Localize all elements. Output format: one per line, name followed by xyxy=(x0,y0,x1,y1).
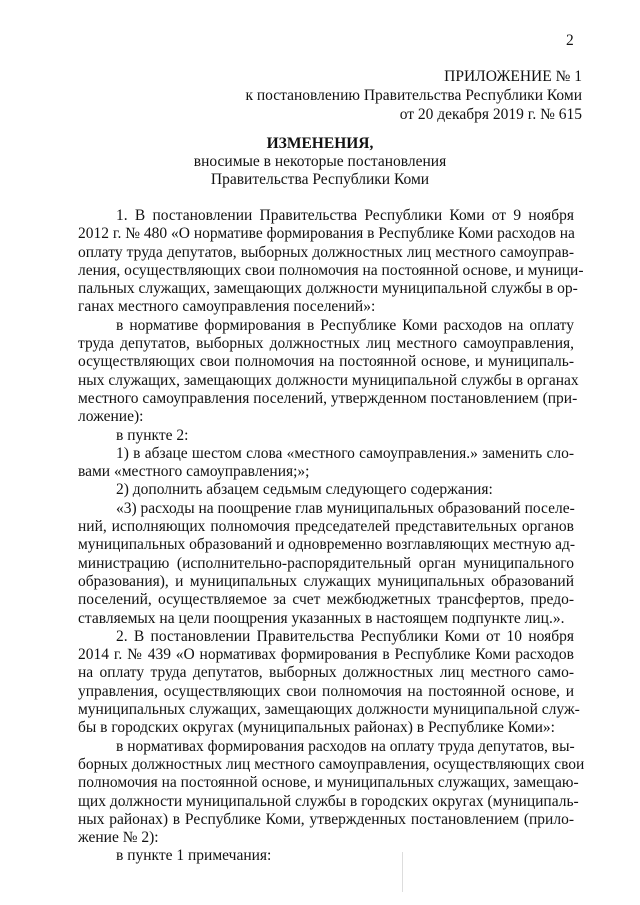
document-title: ИЗМЕНЕНИЯ, xyxy=(266,135,374,152)
body-line: вами «местного самоуправления;»; xyxy=(78,463,310,481)
body-line: ний, исполняющих полномочия председателей представительных органов xyxy=(78,518,574,536)
body-line: ложение): xyxy=(78,408,144,426)
body-line: 2012 г. № 480 «О нормативе формирования в Республике Коми расходов на xyxy=(78,225,575,243)
body-line: 2. В постановлении Правительства Республики Коми от 10 ноября xyxy=(116,627,574,645)
body-line: 2) дополнить абзацем седьмым следующего содержания: xyxy=(116,481,493,499)
body-line: оплату труда депутатов, выборных должностных лиц местного самоуправ- xyxy=(78,243,574,261)
body-line: щих должности муниципальной службы в городских округах (муниципаль- xyxy=(78,792,579,810)
body-line: ставляемых на цели поощрения указанных в настоящем подпункте лиц.». xyxy=(78,609,565,627)
body-line: в нормативах формирования расходов на оплату труда депутатов, вы- xyxy=(116,737,575,755)
document-subtitle-line-1: вносимые в некоторые постановления xyxy=(193,153,447,170)
body-line: поселений, осуществляемое за счет межбюджетных трансфертов, предо- xyxy=(78,591,574,609)
body-line: на оплату труда депутатов, выборных должностных лиц местного само- xyxy=(78,664,574,682)
body-line: в нормативе формирования в Республике Коми расходов на оплату xyxy=(116,316,574,334)
body-line: труда депутатов, выборных должностных лиц местного самоуправления, xyxy=(78,335,574,353)
body-line: образования), и муниципальных служащих муниципальных образований xyxy=(78,572,574,590)
body-line: муниципальных образований и одновременно возглавляющих местную ад- xyxy=(78,536,576,554)
appendix-date-number: от 20 декабря 2019 г. № 615 xyxy=(399,106,582,123)
appendix-header xyxy=(245,67,582,124)
body-line: ганах местного самоуправления поселений»: xyxy=(78,298,376,316)
body-line: бы в городских округах (муниципальных районах) в Республике Коми»: xyxy=(78,719,555,737)
scan-artifact-line xyxy=(402,852,403,892)
body-line: ления, осуществляющих свои полномочия на постоянной основе, и муници- xyxy=(78,261,584,279)
body-line: местного самоуправления поселений, утвержденном постановлением (при- xyxy=(78,389,578,407)
body-line: в пункте 2: xyxy=(116,426,189,444)
body-line: ных районах) в Республике Коми, утвержденных постановлением (прило- xyxy=(78,810,574,828)
body-line: муниципальных служащих, замещающих должности муниципальной служ- xyxy=(78,701,580,719)
body-line: полномочия на постоянной основе, и муниципальных служащих, замещаю- xyxy=(78,774,579,792)
document-subtitle-line-2: Правительства Республики Коми xyxy=(210,171,430,188)
page-number: 2 xyxy=(566,32,574,49)
document-heading xyxy=(0,135,640,189)
body-line: «3) расходы на поощрение глав муниципальных образований поселе- xyxy=(116,499,575,517)
body-line: борных должностных лиц местного самоуправления, осуществляющих свои xyxy=(78,755,585,773)
body-line: пальных служащих, замещающих должности муниципальной службы в ор- xyxy=(78,280,578,298)
document-body xyxy=(78,207,585,866)
body-line: ных служащих, замещающих должности муниципальной службы в органах xyxy=(78,371,579,389)
body-line: 2014 г. № 439 «О нормативах формирования в Республике Коми расходов xyxy=(78,646,574,664)
body-line: жение № 2): xyxy=(78,829,159,847)
body-line: 1. В постановлении Правительства Республики Коми от 9 ноября xyxy=(116,207,574,224)
body-line: министрацию (исполнительно-распорядительный орган муниципального xyxy=(78,554,574,572)
body-line: осуществляющих свои полномочия на постоянной основе, и муниципаль- xyxy=(78,353,574,371)
body-line: управления, осуществляющих свои полномочия на постоянной основе, и xyxy=(78,682,574,700)
appendix-resolution-ref: к постановлению Правительства Республики Коми xyxy=(245,87,582,104)
appendix-title: ПРИЛОЖЕНИЕ № 1 xyxy=(444,68,582,85)
body-line: 1) в абзаце шестом слова «местного самоуправления.» заменить сло- xyxy=(116,444,574,462)
body-line: в пункте 1 примечания: xyxy=(116,847,272,865)
